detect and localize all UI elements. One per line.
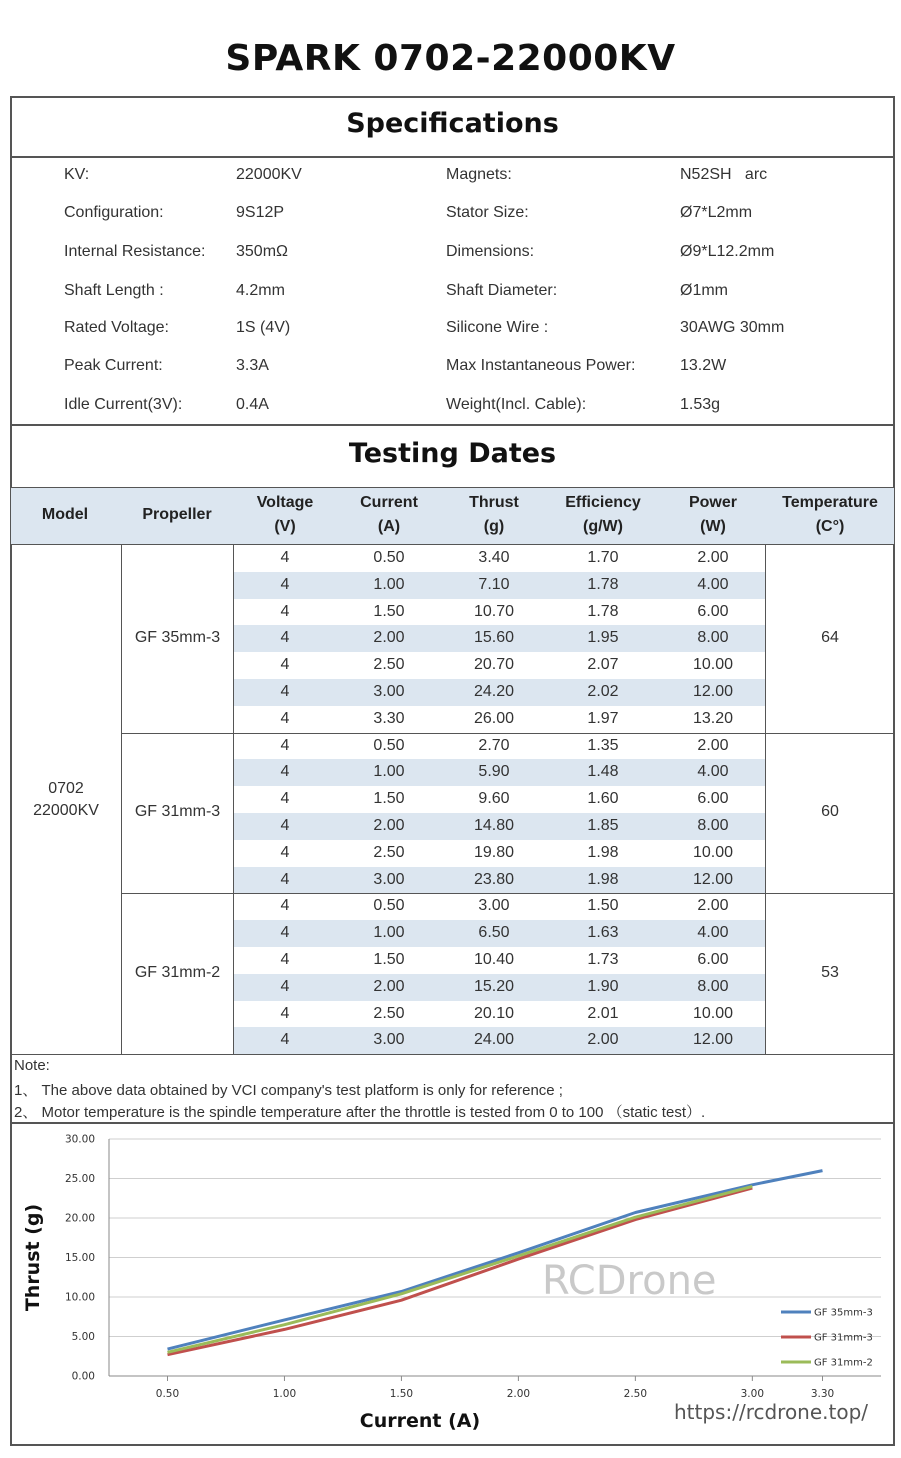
spec-value: 3.3A bbox=[236, 357, 269, 374]
table-cell: 2.01 bbox=[587, 1004, 619, 1022]
x-tick-label: 2.50 bbox=[623, 1388, 648, 1400]
spec-label: Dimensions: bbox=[446, 243, 535, 260]
table-cell: 1.98 bbox=[587, 843, 619, 861]
header-line-2: (A) bbox=[377, 518, 401, 535]
note-line-2: 2、 Motor temperature is the spindle temperature after the throttle is tested from 0 to 100 （static test）. bbox=[14, 1104, 706, 1121]
y-tick-label: 5.00 bbox=[71, 1331, 95, 1343]
table-cell: 4 bbox=[280, 977, 290, 995]
y-axis-label: Thrust (g) bbox=[22, 1203, 44, 1312]
table-cell: 5.90 bbox=[478, 763, 510, 781]
table-cell: 4 bbox=[280, 1004, 290, 1022]
table-cell: 10.70 bbox=[473, 602, 515, 620]
model-cell bbox=[11, 778, 121, 822]
header-line-1: Thrust bbox=[469, 494, 519, 511]
table-cell: 4 bbox=[280, 790, 290, 808]
table-cell: 3.00 bbox=[373, 683, 405, 700]
spec-label: Peak Current: bbox=[64, 357, 163, 374]
y-tick-label: 15.00 bbox=[64, 1252, 95, 1264]
table-cell: 23.80 bbox=[473, 870, 515, 888]
divider bbox=[765, 545, 766, 1054]
table-cell: 4 bbox=[280, 924, 290, 942]
header-line-1: Temperature bbox=[782, 494, 878, 511]
header-line-2: (g/W) bbox=[583, 518, 623, 535]
x-tick-label: 3.00 bbox=[740, 1388, 765, 1400]
spec-value: 350mΩ bbox=[236, 243, 288, 260]
legend-label: GF 35mm-3 bbox=[814, 1307, 873, 1319]
spec-label: Silicone Wire : bbox=[446, 319, 549, 336]
spec-value: 4.2mm bbox=[236, 282, 285, 299]
table-cell: 4 bbox=[280, 709, 290, 727]
table-cell: 1.35 bbox=[587, 736, 619, 754]
spec-label: Max Instantaneous Power: bbox=[446, 357, 636, 374]
spec-value: 1.53g bbox=[680, 396, 721, 413]
table-cell: 24.00 bbox=[473, 1031, 515, 1049]
table-cell: 2.00 bbox=[697, 549, 729, 566]
table-cell: 26.00 bbox=[473, 709, 515, 727]
table-cell: 4 bbox=[280, 549, 290, 566]
table-cell: 0.50 bbox=[373, 736, 405, 754]
spec-value: 1S (4V) bbox=[236, 319, 291, 336]
spec-value: Ø9*L12.2mm bbox=[680, 243, 775, 260]
x-tick-label: 1.50 bbox=[389, 1388, 414, 1400]
table-cell: 1.95 bbox=[587, 629, 619, 647]
note-line-1: 1、 The above data obtained by VCI company's test platform is only for reference ; bbox=[14, 1082, 563, 1099]
table-header-cell bbox=[765, 491, 895, 539]
header-line-2: (g) bbox=[483, 518, 505, 535]
y-tick-label: 0.00 bbox=[71, 1370, 95, 1383]
table-cell: 4 bbox=[280, 575, 290, 593]
note-title: Note: bbox=[14, 1057, 50, 1074]
table-cell: 20.70 bbox=[473, 656, 515, 674]
table-cell: 12.00 bbox=[692, 683, 734, 700]
table-cell: 12.00 bbox=[692, 1031, 734, 1049]
table-cell: 4 bbox=[280, 629, 290, 647]
header-line-2: (W) bbox=[700, 518, 726, 535]
spec-label: Rated Voltage: bbox=[64, 319, 169, 336]
table-cell: 2.00 bbox=[373, 817, 405, 834]
x-tick-label: 3.30 bbox=[810, 1388, 835, 1400]
table-header-cell bbox=[663, 491, 763, 539]
divider bbox=[10, 156, 895, 158]
table-cell: 15.60 bbox=[473, 629, 515, 647]
table-cell: 8.00 bbox=[697, 977, 729, 995]
spec-label: KV: bbox=[64, 166, 90, 183]
legend-label: GF 31mm-2 bbox=[814, 1357, 873, 1369]
header-line-2: (C°) bbox=[815, 518, 845, 535]
table-cell: 6.50 bbox=[478, 924, 510, 942]
table-cell: 2.00 bbox=[697, 897, 729, 915]
table-cell: 4 bbox=[280, 870, 290, 888]
spec-value: 22000KV bbox=[236, 166, 302, 183]
table-cell: 4 bbox=[280, 656, 290, 674]
table-cell: 3.00 bbox=[373, 1031, 405, 1049]
table-cell: 1.70 bbox=[587, 549, 619, 566]
table-header-cell bbox=[444, 491, 544, 539]
table-cell: 2.02 bbox=[587, 683, 619, 700]
divider bbox=[233, 545, 234, 1054]
table-cell: 4 bbox=[280, 951, 290, 968]
table-cell: 13.20 bbox=[692, 709, 734, 727]
table-cell: 4 bbox=[280, 763, 290, 781]
table-cell: 4 bbox=[280, 736, 290, 754]
table-cell: 2.00 bbox=[697, 736, 729, 754]
table-cell: 4 bbox=[280, 843, 290, 861]
table-cell: 3.00 bbox=[373, 870, 405, 888]
table-cell: 15.20 bbox=[473, 977, 515, 995]
spec-value: 9S12P bbox=[236, 204, 285, 221]
series-line-gf-35mm-3 bbox=[168, 1171, 823, 1350]
header-line-1: Efficiency bbox=[565, 494, 641, 511]
table-cell: 10.00 bbox=[692, 843, 734, 861]
table-cell: 1.98 bbox=[587, 870, 619, 888]
table-cell: 3.00 bbox=[478, 897, 510, 915]
spec-value: N52SH arc bbox=[680, 166, 768, 183]
table-cell: 20.10 bbox=[473, 1004, 515, 1022]
header-line-1: Model bbox=[41, 506, 89, 523]
table-cell: 1.00 bbox=[373, 924, 405, 942]
divider bbox=[11, 1054, 894, 1055]
spec-label: Shaft Diameter: bbox=[446, 282, 558, 299]
table-cell: 1.73 bbox=[587, 951, 619, 968]
table-cell: 12.00 bbox=[692, 870, 734, 888]
header-line-1: Propeller bbox=[142, 506, 212, 523]
table-header-cell bbox=[122, 503, 232, 527]
table-cell: 10.40 bbox=[473, 951, 515, 968]
propeller-cell: GF 35mm-3 bbox=[134, 628, 221, 646]
table-cell: 1.00 bbox=[373, 763, 405, 781]
model-line-2: 22000KV bbox=[33, 801, 99, 819]
legend-label: GF 31mm-3 bbox=[814, 1332, 873, 1344]
table-cell: 8.00 bbox=[697, 629, 729, 647]
table-cell: 1.97 bbox=[587, 709, 619, 727]
divider bbox=[10, 424, 895, 426]
table-cell: 10.00 bbox=[692, 1004, 734, 1022]
testing-heading: Testing Dates bbox=[348, 438, 557, 469]
y-tick-label: 10.00 bbox=[64, 1291, 95, 1304]
table-cell: 4 bbox=[280, 683, 290, 700]
spec-label: Magnets: bbox=[446, 166, 512, 183]
table-cell: 4 bbox=[280, 817, 290, 834]
table-cell: 4.00 bbox=[697, 924, 729, 942]
table-cell: 4.00 bbox=[697, 575, 729, 593]
specifications-heading: Specifications bbox=[346, 108, 559, 139]
y-tick-label: 30.00 bbox=[64, 1133, 95, 1146]
x-tick-label: 1.00 bbox=[272, 1388, 297, 1400]
table-cell: 1.50 bbox=[373, 602, 405, 620]
table-cell: 2.50 bbox=[373, 656, 405, 674]
thrust-current-chart bbox=[11, 1124, 894, 1444]
y-tick-label: 25.00 bbox=[64, 1173, 95, 1185]
page-title: SPARK 0702-22000KV bbox=[225, 38, 676, 79]
header-line-1: Power bbox=[688, 494, 737, 511]
table-cell: 1.85 bbox=[587, 817, 619, 834]
spec-value: 13.2W bbox=[680, 357, 727, 374]
table-cell: 7.10 bbox=[478, 575, 510, 593]
x-tick-label: 2.00 bbox=[506, 1388, 531, 1400]
table-cell: 6.00 bbox=[697, 790, 729, 808]
table-cell: 8.00 bbox=[697, 817, 729, 834]
table-cell: 1.78 bbox=[587, 575, 619, 593]
table-cell: 6.00 bbox=[697, 602, 729, 620]
table-cell: 4.00 bbox=[697, 763, 729, 781]
propeller-cell: GF 31mm-3 bbox=[134, 803, 221, 820]
table-cell: 4 bbox=[280, 602, 290, 620]
spec-value: Ø7*L2mm bbox=[680, 204, 753, 221]
table-cell: 10.00 bbox=[692, 656, 734, 674]
table-cell: 2.70 bbox=[478, 736, 510, 754]
model-line-1: 0702 bbox=[48, 779, 84, 797]
table-cell: 9.60 bbox=[478, 790, 510, 808]
table-header-cell bbox=[15, 503, 115, 527]
table-cell: 2.00 bbox=[373, 977, 405, 995]
table-cell: 1.00 bbox=[373, 575, 405, 593]
source-url: https://rcdrone.top/ bbox=[674, 1400, 869, 1424]
temperature-cell: 53 bbox=[821, 963, 839, 981]
spec-value: 30AWG 30mm bbox=[680, 319, 785, 336]
table-cell: 2.07 bbox=[587, 656, 619, 674]
table-cell: 1.50 bbox=[373, 790, 405, 808]
table-cell: 6.00 bbox=[697, 951, 729, 968]
spec-label: Idle Current(3V): bbox=[64, 396, 183, 413]
table-cell: 3.30 bbox=[373, 709, 405, 727]
table-cell: 1.90 bbox=[587, 977, 619, 995]
spec-label: Stator Size: bbox=[446, 204, 529, 221]
spec-value: Ø1mm bbox=[680, 282, 728, 299]
spec-label: Configuration: bbox=[64, 204, 164, 221]
table-cell: 4 bbox=[280, 897, 290, 915]
header-line-1: Current bbox=[360, 494, 418, 511]
table-cell: 1.60 bbox=[587, 790, 619, 808]
header-line-1: Voltage bbox=[256, 494, 314, 511]
table-cell: 3.40 bbox=[478, 549, 510, 566]
x-tick-label: 0.50 bbox=[155, 1388, 180, 1400]
table-cell: 24.20 bbox=[473, 683, 515, 700]
spec-value: 0.4A bbox=[236, 396, 269, 413]
table-header-cell bbox=[339, 491, 439, 539]
temperature-cell: 60 bbox=[821, 803, 839, 820]
watermark: RCDrone bbox=[542, 1258, 717, 1304]
table-cell: 1.48 bbox=[587, 763, 619, 781]
table-cell: 2.50 bbox=[373, 1004, 405, 1022]
divider bbox=[121, 545, 122, 1054]
spec-label: Shaft Length : bbox=[64, 282, 164, 299]
table-cell: 2.00 bbox=[373, 629, 405, 647]
propeller-cell: GF 31mm-2 bbox=[134, 963, 221, 981]
table-cell: 19.80 bbox=[473, 843, 515, 861]
table-cell: 2.00 bbox=[587, 1031, 619, 1049]
table-cell: 1.50 bbox=[373, 951, 405, 968]
x-axis-label: Current (A) bbox=[359, 1410, 481, 1432]
table-cell: 1.63 bbox=[587, 924, 619, 942]
y-tick-label: 20.00 bbox=[64, 1212, 95, 1225]
spec-label: Weight(Incl. Cable): bbox=[446, 396, 587, 413]
spec-label: Internal Resistance: bbox=[64, 243, 206, 260]
table-header-cell bbox=[230, 491, 340, 539]
table-cell: 0.50 bbox=[373, 897, 405, 915]
table-cell: 1.78 bbox=[587, 602, 619, 620]
header-line-2: (V) bbox=[274, 518, 296, 535]
temperature-cell: 64 bbox=[821, 628, 839, 646]
table-cell: 1.50 bbox=[587, 897, 619, 915]
table-cell: 0.50 bbox=[373, 549, 405, 566]
table-cell: 2.50 bbox=[373, 843, 405, 861]
table-cell: 4 bbox=[280, 1031, 290, 1049]
table-header-cell bbox=[548, 491, 658, 539]
table-cell: 14.80 bbox=[473, 817, 515, 834]
